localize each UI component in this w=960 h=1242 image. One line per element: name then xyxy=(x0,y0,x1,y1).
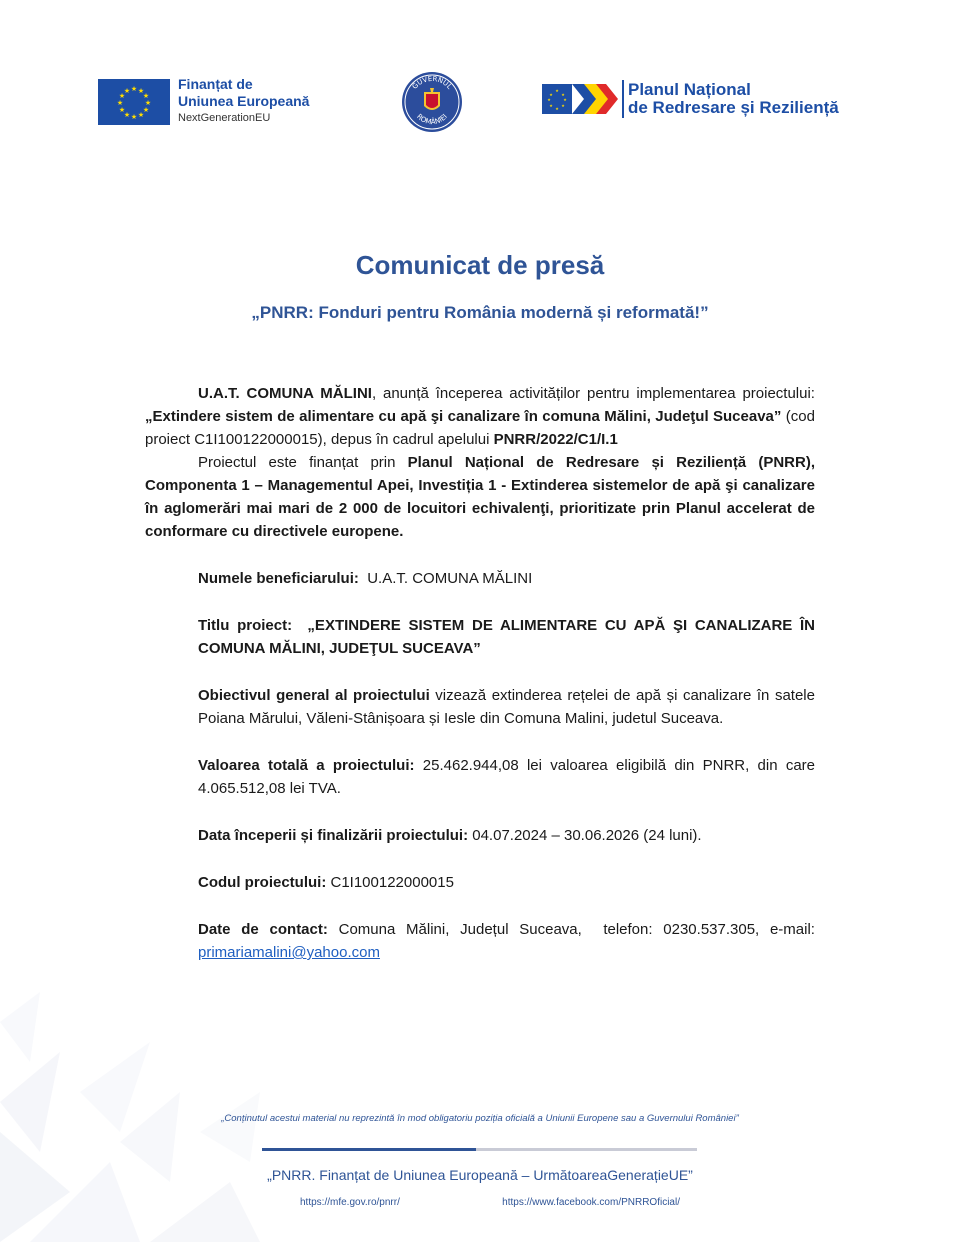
svg-text:★: ★ xyxy=(130,84,138,93)
project-code-value: C1I100122000015 xyxy=(326,874,454,891)
intro-paragraph xyxy=(145,382,815,451)
eu-logo-line3: NextGenerationEU xyxy=(178,112,271,124)
total-value-label: Valoarea totală a proiectului: xyxy=(198,757,415,774)
eu-flag-icon xyxy=(98,79,170,125)
footer-divider xyxy=(262,1148,697,1151)
project-code-row xyxy=(198,871,815,894)
dates-row xyxy=(198,824,815,847)
objective-label: Obiectivul general al proiectului xyxy=(198,687,430,704)
funding-paragraph xyxy=(145,451,815,543)
government-seal-logo xyxy=(400,70,464,134)
svg-text:★: ★ xyxy=(118,105,126,114)
facebook-link[interactable]: https://www.facebook.com/PNRROficial/ xyxy=(502,1197,680,1208)
dates-label: Data începerii și finalizării proiectului: xyxy=(198,827,469,844)
svg-text:★: ★ xyxy=(561,92,565,97)
eu-logo-line1: Finanțat de xyxy=(178,76,253,92)
objective-value: vizează extinderea rețelei de apă și canalizare în satele Poiana Mărului, Văleni-Stânișoara și Iesle din Comuna Malini, judetul Suceava. xyxy=(198,687,815,727)
eu-logo-line2: Uniunea Europeană xyxy=(178,93,310,109)
svg-text:★: ★ xyxy=(561,103,565,108)
objective-row xyxy=(198,684,815,730)
project-title-row xyxy=(198,614,820,660)
footer-links xyxy=(300,1197,680,1208)
svg-text:★: ★ xyxy=(563,97,567,102)
svg-text:★: ★ xyxy=(555,106,559,111)
svg-text:★: ★ xyxy=(142,105,150,114)
intro-text-1: , anunță începerea activităților pentru implementarea proiectului: xyxy=(371,385,815,402)
intro-text-2: (cod proiect C1I100122000015), depus în cadrul apelului xyxy=(145,408,815,448)
uat-name: U.A.T. COMUNA MĂLINI xyxy=(198,385,372,402)
contact-row xyxy=(198,918,820,964)
svg-text:★: ★ xyxy=(130,112,138,121)
pnrr-arrow-flag-icon xyxy=(542,80,620,118)
contact-label: Date de contact: xyxy=(198,921,328,938)
project-name: „Extindere sistem de alimentare cu apă şi canalizare în comuna Mălini, Judeţul Suceava” xyxy=(145,408,782,425)
svg-text:★: ★ xyxy=(123,86,131,95)
project-title-label: Titlu proiect: xyxy=(198,617,293,634)
call-code: PNRR/2022/C1/I.1 xyxy=(493,431,618,448)
page-title: Comunicat de presă xyxy=(355,250,605,280)
mfe-link[interactable]: https://mfe.gov.ro/pnrr/ xyxy=(300,1197,400,1208)
pnrr-logo xyxy=(542,80,839,118)
gov-seal-bottom-text: ROMÂNIEI xyxy=(415,112,449,127)
svg-text:★: ★ xyxy=(142,91,150,100)
pnrr-logo-line2: de Redresare și Reziliență xyxy=(628,98,839,117)
beneficiary-label: Numele beneficiarului: xyxy=(198,570,359,587)
funding-program: Planul Național de Redresare și Reziliență (PNRR), Componenta 1 – Managementul Apei, Investiția 1 - Extinderea sistemelor de apă şi canalizare în aglomerări mai mari de 2 000 de locuitori echivalenţi, prioritizate prin Planul accelerat de conformare cu directivele europene. xyxy=(145,454,815,540)
svg-text:★: ★ xyxy=(547,97,551,102)
svg-text:★: ★ xyxy=(549,103,553,108)
svg-text:★: ★ xyxy=(549,92,553,97)
eu-funding-logo xyxy=(98,76,309,127)
svg-text:★: ★ xyxy=(137,86,145,95)
contact-email-link[interactable]: primariamalini@yahoo.com xyxy=(198,944,380,961)
footer-slogan: „PNRR. Finanțat de Uniunea Europeană – UrmătoareaGenerațieUE” xyxy=(267,1167,693,1183)
beneficiary-value: U.A.T. COMUNA MĂLINI xyxy=(358,570,533,587)
svg-text:★: ★ xyxy=(555,88,559,93)
svg-text:★: ★ xyxy=(144,98,152,107)
gov-seal-top-text: GUVERNUL xyxy=(410,74,454,91)
project-title-value: „EXTINDERE SISTEM DE ALIMENTARE CU APĂ ŞI CANALIZARE ÎN COMUNA MĂLINI, JUDEŢUL SUCEAVA” xyxy=(198,617,820,657)
total-value-value: 25.462.944,08 lei valoarea eligibilă din PNRR, din care 4.065.512,08 lei TVA. xyxy=(198,757,815,797)
contact-value: Comuna Mălini, Județul Suceava, telefon: 0230.537.305, e-mail: xyxy=(327,921,820,938)
total-value-row xyxy=(198,754,815,800)
funding-text: Proiectul este finanțat prin xyxy=(198,454,408,471)
dates-value: 04.07.2024 – 30.06.2026 (24 luni). xyxy=(468,827,702,844)
svg-text:★: ★ xyxy=(137,110,145,119)
page-subtitle: „PNRR: Fonduri pentru România modernă și reformată!” xyxy=(251,303,709,322)
svg-text:★: ★ xyxy=(116,98,124,107)
beneficiary-row xyxy=(198,567,815,590)
press-release-body xyxy=(145,382,820,964)
footer-disclaimer: „Conținutul acestui material nu reprezintă în mod obligatoriu poziția oficială a Uniunii Europene sau a Guvernului României” xyxy=(221,1113,739,1124)
svg-text:★: ★ xyxy=(123,110,131,119)
pnrr-logo-line1: Planul Național xyxy=(628,80,751,99)
project-code-label: Codul proiectului: xyxy=(198,874,327,891)
svg-text:★: ★ xyxy=(118,91,126,100)
